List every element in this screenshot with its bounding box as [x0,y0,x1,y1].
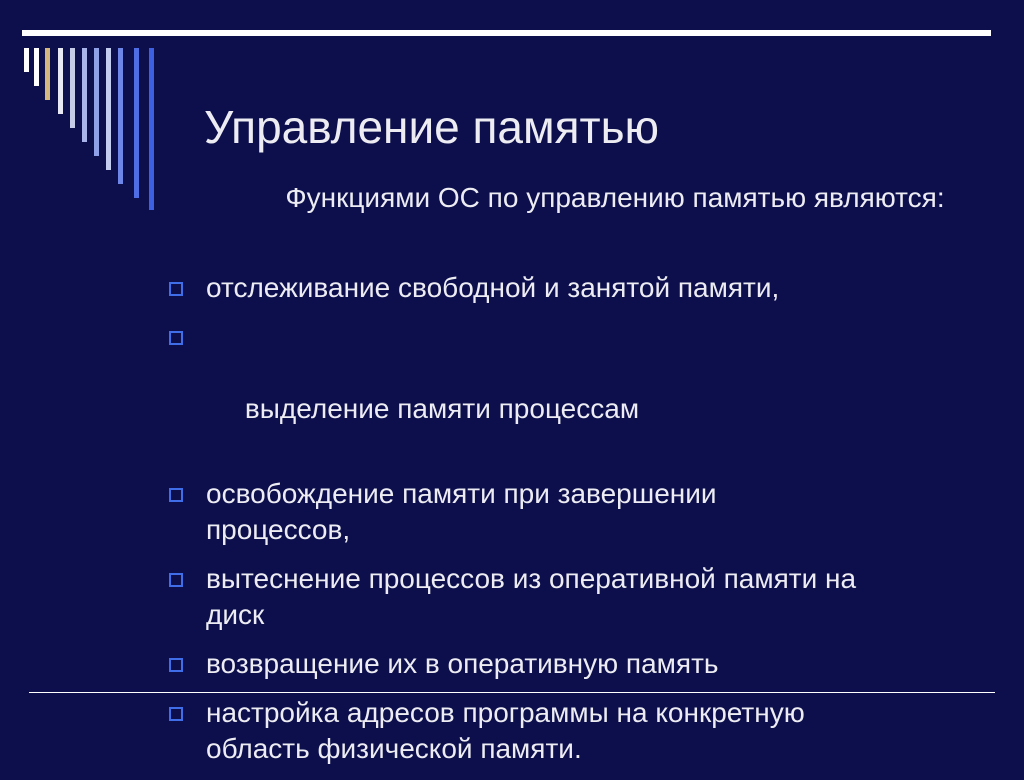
hollow-square-icon [169,573,183,587]
list-item [166,476,846,548]
list-item-text: освобождение памяти при завершении процессов, [206,478,717,545]
stripe [34,48,39,86]
list-item [166,270,926,306]
hollow-square-icon [169,658,183,672]
list-item [166,695,906,767]
list-item [166,319,926,463]
decorative-stripes [0,0,170,210]
list-item-text: выделение памяти процессам [237,393,640,424]
stripe [134,48,139,198]
stripe [58,48,63,114]
stripe [149,48,154,210]
list-item-text: вытеснение процессов из оперативной памяти на диск [206,563,857,630]
hollow-square-icon [169,282,183,296]
stripe [106,48,111,170]
stripe [24,48,29,72]
list-item [166,561,876,633]
bottom-rule [29,692,995,693]
hollow-square-icon [169,488,183,502]
stripe [70,48,75,128]
hollow-square-icon [169,707,183,721]
intro-text: Функциями ОС по управлению памятью являются: [285,182,945,213]
hollow-square-icon [169,331,183,345]
list-item-text: настройка адресов программы на конкретную область физической памяти. [206,697,805,764]
list-item [166,646,926,682]
stripe [82,48,87,142]
stripe [94,48,99,156]
stripe [45,48,50,100]
slide-title: Управление памятью [204,101,660,153]
list-item-text: возвращение их в оперативную память [206,648,719,679]
bullet-list [166,270,926,780]
list-item-text: отслеживание свободной и занятой памяти, [206,272,780,303]
stripe [118,48,123,184]
